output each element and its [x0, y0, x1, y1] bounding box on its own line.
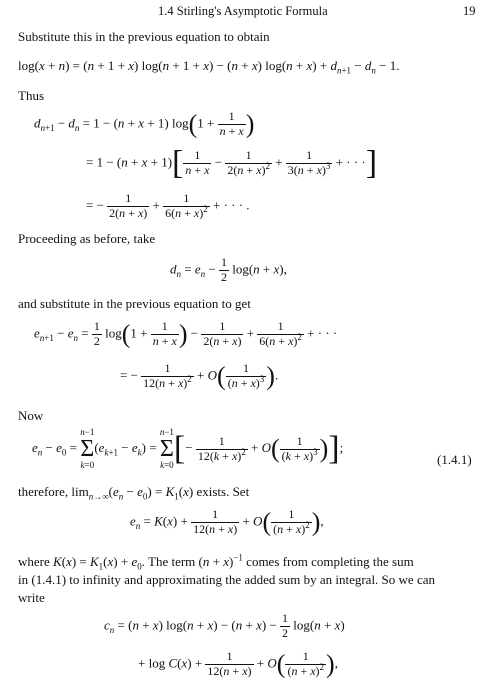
paragraph-therefore: therefore, $\lim_{n\to\infty}(e_n - e_0) = K_1(x)$ exists. Set — [18, 484, 250, 502]
equation-en-sum: $e_n - e_0 = n-1$ Σ $k=0(e_{k+1} - e_k) = n-1$ Σ k=0[− $\frac{1}{12(k + x)^2}$ + O( $\frac{1}{(k + x)^3}$ )]; — [32, 427, 344, 470]
word-write: write — [18, 590, 45, 605]
page-number: 19 — [463, 4, 476, 18]
paragraph-where: where $K(x) = K_1(x) + e_0$. The term $(n + x)^{-1}$ comes from completing the sum — [18, 552, 414, 572]
equation-en-diff-1: $e_{n+1} - e_n$ = $\frac{1}{2}$ log(1 + $\frac{1}{n + x}$ ) − $\frac{1}{2(n + x)}$ + $\frac{1}{6(n + x)^2}$ + · · · — [34, 319, 338, 349]
equation-dn-def: $d_n = e_n$ − $\frac{1}{2}$ log(n + x), — [170, 255, 287, 284]
equation-en-K: $e_n = K(x)$ + $\frac{1}{12(n + x)}$ + O( $\frac{1}{(n + x)^2}$ ), — [130, 507, 324, 537]
paragraph-substitute: Substitute this in the previous equation to obtain — [18, 29, 270, 44]
equation-dn-diff-3: = − $\frac{1}{2(n + x)}$ + $\frac{1}{6(n + x)^2}$ + · · · . — [86, 191, 250, 220]
paragraph-where-2: in (1.4.1) to infinity and approximating the added sum by an integral. So we can — [18, 572, 435, 587]
equation-log: log(x + n) = (n + 1 + x) log(n + 1 + x) − (n + x) $\log(n + x) + d_{n+1} - d_n - 1$. — [18, 58, 400, 76]
equation-label: (1.4.1) — [437, 452, 472, 467]
paragraph-proceeding: Proceeding as before, take — [18, 231, 156, 246]
running-header: 1.4 Stirling's Asymptotic Formula — [158, 4, 328, 18]
equation-dn-diff-1: $d_{n+1} - d_n = 1 - (n + x + 1) \log(1$ + $\frac{1}{n + x}$ ) — [34, 109, 255, 139]
word-now: Now — [18, 408, 44, 423]
word-thus: Thus — [18, 88, 44, 103]
equation-cn-2: + log C(x) + $\frac{1}{12(n + x)}$ + O( $\frac{1}{(n + x)^2}$ ), — [138, 649, 338, 679]
equation-cn-1: $c_n = (n + x) \log(n + x) - (n + x)$ − $\frac{1}{2}$ log(n + x) — [104, 611, 345, 640]
equation-dn-diff-2: = 1 − (n + x + 1)[ $\frac{1}{n + x}$ − $\frac{1}{2(n + x)^2}$ + $\frac{1}{3(n + x)^3}$ + · · ·] — [86, 144, 378, 182]
equation-en-diff-2: = − $\frac{1}{12(n + x)^2}$ + O( $\frac{1}{(n + x)^3}$ ). — [120, 361, 279, 391]
paragraph-substitute-again: and substitute in the previous equation to get — [18, 296, 251, 311]
